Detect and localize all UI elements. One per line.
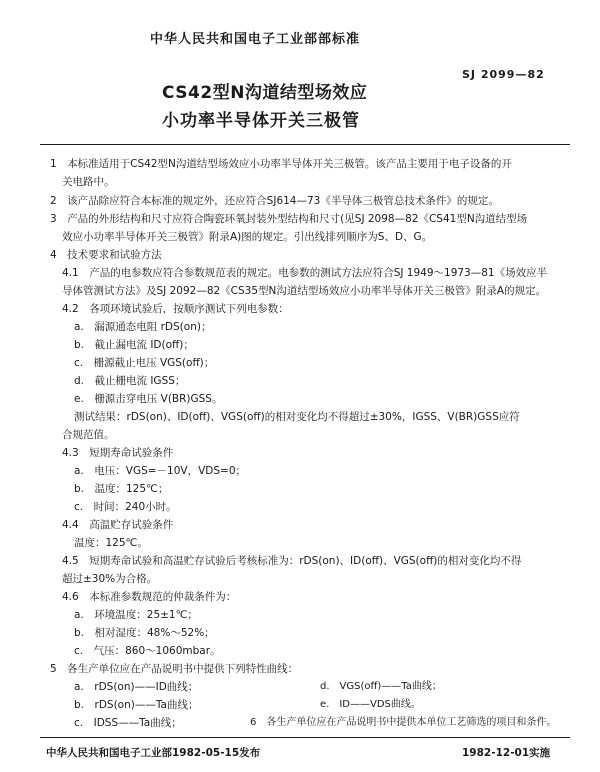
footer-divider: [40, 737, 570, 738]
clause-4-2-item-d: d. 截止栅电流 IGSS；: [74, 375, 186, 387]
clause-5-item-b: b. rDS(on)——Ta曲线；: [74, 699, 199, 711]
clause-3-line-1: 3 产品的外形结构和尺寸应符合陶瓷环氧封装外型结构和尺寸(见SJ 2098—82《CS41型N沟道结型场: [50, 213, 528, 225]
clause-4-4-heading: 4.4 高温贮存试验条件: [62, 519, 174, 531]
clause-4-1-line-1: 4.1 产品的电参数应符合参数规范表的规定。电参数的测试方法应符合SJ 1949～1973—81《场效应半: [62, 267, 548, 279]
clause-4-6-heading: 4.6 本标准参数规范的仲裁条件为：: [62, 591, 237, 603]
document-title-line-2: 小功率半导体开关三极管: [162, 111, 360, 131]
clause-4-6-item-b: b. 相对湿度：48%～52%；: [74, 627, 215, 639]
clause-6-visible: 6 各生产单位应在产品说明书中提供本单位工艺筛选的项目和条件。: [250, 717, 557, 728]
clause-4-heading: 4 技术要求和试验方法: [50, 249, 162, 261]
clause-1-line-1: 1 本标准适用于CS42型N沟道结型场效应小功率半导体开关三极管。该产品主要用于电子设备的开: [50, 158, 512, 170]
clause-1-line-2: 关电路中。: [62, 176, 115, 188]
clause-5-item-c: c. IDSS——Ta曲线；: [74, 717, 182, 729]
clause-4-2-result-line-1: 测试结果：rDS(on)、ID(off)、VGS(off)的相对变化均不得超过±30%，IGSS、V(BR)GSS应符: [74, 411, 520, 423]
clause-4-3-heading: 4.3 短期寿命试验条件: [62, 447, 174, 459]
issue-date-statement: 中华人民共和国电子工业部1982-05-15发布: [46, 747, 261, 759]
clause-4-5-line-2: 超过±30%为合格。: [62, 573, 158, 585]
standard-number: SJ 2099—82: [462, 68, 545, 81]
clause-4-2-item-c: c. 栅源截止电压 VGS(off)；: [74, 357, 215, 369]
clause-4-5-line-1: 4.5 短期寿命试验和高温贮存试验后考核标准为：rDS(on)、ID(off)、VGS(off)的相对变化均不得: [62, 555, 522, 567]
clause-4-1-line-2: 导体管测试方法》及SJ 2092—82《CS35型N沟道结型场效应小功率半导体开关三极管》附录A的规定。: [62, 285, 547, 297]
clause-5-item-a: a. rDS(on)——ID曲线；: [74, 681, 199, 693]
clause-4-6-item-a: a. 环境温度：25±1℃；: [74, 609, 198, 621]
clause-4-2-result-line-2: 合规范值。: [62, 429, 115, 441]
clause-4-2-item-a: a. 漏源通态电阻 rDS(on)；: [74, 321, 212, 333]
clause-4-2-heading: 4.2 各项环境试验后，按顺序测试下列电参数：: [62, 303, 289, 315]
issuing-ministry: 中华人民共和国电子工业部部标准: [150, 32, 361, 47]
clause-4-3-item-c: c. 时间：240小时。: [74, 501, 177, 513]
clause-2: 2 该产品除应符合本标准的规定外，还应符合SJ614—73《半导体三极管总技术条件》的规定。: [50, 195, 499, 207]
effective-date-statement: 1982-12-01实施: [462, 747, 551, 759]
clause-4-4-temperature: 温度：125℃。: [74, 537, 148, 549]
clause-5-item-d: d. VGS(off)——Ta曲线；: [320, 681, 442, 692]
document-title-line-1: CS42型N沟道结型场效应: [162, 83, 368, 103]
clause-4-2-item-e: e. 栅源击穿电压 V(BR)GSS。: [74, 393, 223, 405]
clause-4-2-item-b: b. 截止漏电流 ID(off)；: [74, 339, 194, 351]
header-divider: [40, 144, 570, 145]
clause-4-3-item-b: b. 温度：125℃；: [74, 483, 169, 495]
clause-3-line-2: 效应小功率半导体开关三极管》附录A)图的规定。引出线排列顺序为S、D、G。: [62, 231, 433, 243]
clause-4-6-item-c: c. 气压：860～1060mbar。: [74, 645, 221, 657]
clause-5-heading: 5 各生产单位应在产品说明书中提供下列特性曲线：: [50, 663, 299, 675]
clause-4-3-item-a: a. 电压：VGS=－10V，VDS=0；: [74, 465, 247, 477]
clause-5-item-e: e. ID——VDS曲线。: [320, 699, 421, 710]
